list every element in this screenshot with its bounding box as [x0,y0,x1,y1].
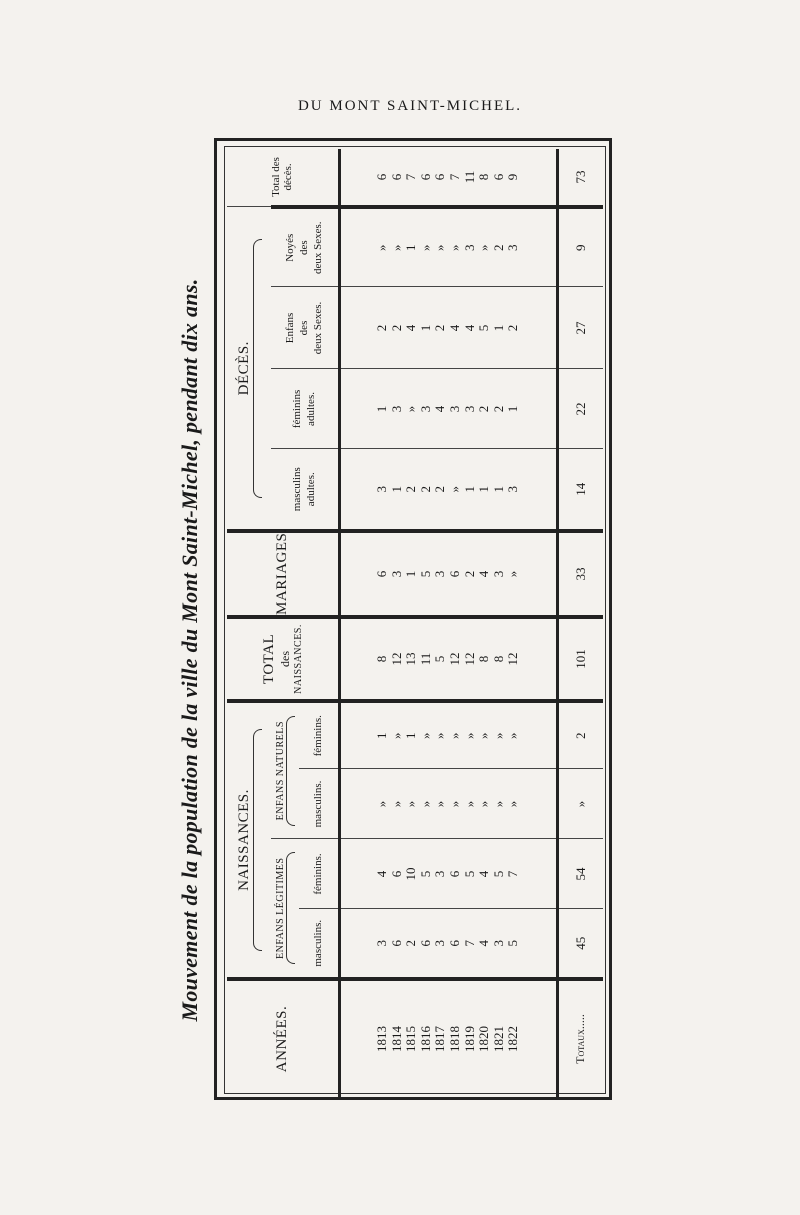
header-enfans-legitimes [271,839,299,979]
total-deces-enf: 27 [557,287,603,369]
deces-brace [253,239,262,498]
deces-noyes-line3: deux Sexes. [312,221,325,274]
header-naissances [227,701,271,979]
total-leg-masc: 45 [557,909,603,979]
col-deces-fem: 1 3 » 3 4 3 3 2 2 1 [339,369,557,449]
total-nat-fem: 2 [557,701,603,769]
total-deces-masc: 14 [557,449,603,531]
col-nat-fem: 1 » 1 » » » » » » » [339,701,557,769]
deces-noyes-line2: des [298,240,311,256]
population-table [227,149,603,1097]
deces-fem-line1: féminins [291,389,304,429]
col-deces-total: 6 6 7 6 6 7 11 8 6 9 [374,170,521,184]
col-nat-masc: » » » » » » » » » » [339,769,557,839]
deces-masc-line1: masculins [291,467,304,512]
header-total-naissances [227,617,339,701]
total-deces-total: 73 [557,149,603,207]
legitimes-brace [286,852,295,964]
header-nat-masc: masculins. [299,769,339,839]
header-annees: ANNÉES. [227,979,339,1097]
header-mariages: MARIAGES. [227,531,339,617]
col-deces-masc: 3 1 2 2 2 » 1 1 1 3 [339,449,557,531]
header-deces-masc [271,449,339,531]
deces-enf-line3: deux Sexes. [312,301,325,355]
col-total-naiss: 8 12 13 11 5 12 12 8 8 12 [339,617,557,701]
enfans-naturels-label: ENFANS NATURELS [275,721,286,821]
total-naissances: 101 [557,617,603,701]
deces-noyes-line1: Noyés [284,233,297,262]
col-deces-enf: 2 2 4 1 2 4 4 5 1 2 [339,287,557,369]
table-title-text: Mouvement de la population de la ville du Mont Saint-Michel, pendant dix ans. [177,278,202,1022]
header-leg-masc: masculins. [299,909,339,979]
header-leg-fem: féminins. [299,839,339,909]
header-nat-fem: féminins. [299,701,339,769]
header-deces [227,207,271,531]
naturels-brace [286,716,295,826]
naissances-brace [253,729,262,950]
total-deces-noyes: 9 [557,207,603,287]
total-mariages: 33 [557,531,603,617]
header-deces-enfans [271,287,339,369]
running-head [0,98,800,115]
total-deces-fem: 22 [557,369,603,449]
totals-label: Totaux..... [557,979,603,1097]
col-leg-fem: 4 6 10 5 3 6 5 4 5 7 [339,839,557,909]
enfans-legitimes-label: ENFANS LÉGITIMES [275,857,286,959]
naissances-label: NAISSANCES. [236,789,252,891]
header-total-deces: Total des décès. [227,149,339,207]
deces-enf-line2: des [298,320,311,336]
header-deces-fem [271,369,339,449]
running-head-text: DU MONT SAINT-MICHEL. [297,98,523,114]
total-nat-masc: » [557,769,603,839]
total-line3: NAISSANCES. [292,624,304,694]
col-mariages: 6 3 1 5 3 6 2 4 3 » [339,531,557,617]
deces-enf-line1: Enfans [284,312,297,344]
deces-label: DÉCÈS. [236,341,252,396]
col-annees: 1813 1814 1815 1816 1817 1818 1819 1820 1821 1822 [339,979,557,1097]
header-deces-noyes [271,207,339,287]
deces-fem-line2: adultes. [305,392,318,426]
total-line1: TOTAL [260,633,277,685]
total-line2: des [277,650,292,667]
col-deces-noyes: » » 1 » » » 3 » 2 3 [339,207,557,287]
col-leg-masc: 3 6 2 6 3 6 7 4 3 5 [339,909,557,979]
header-enfans-naturels [271,701,299,839]
total-leg-fem: 54 [557,839,603,909]
deces-masc-line2: adultes. [305,472,318,507]
